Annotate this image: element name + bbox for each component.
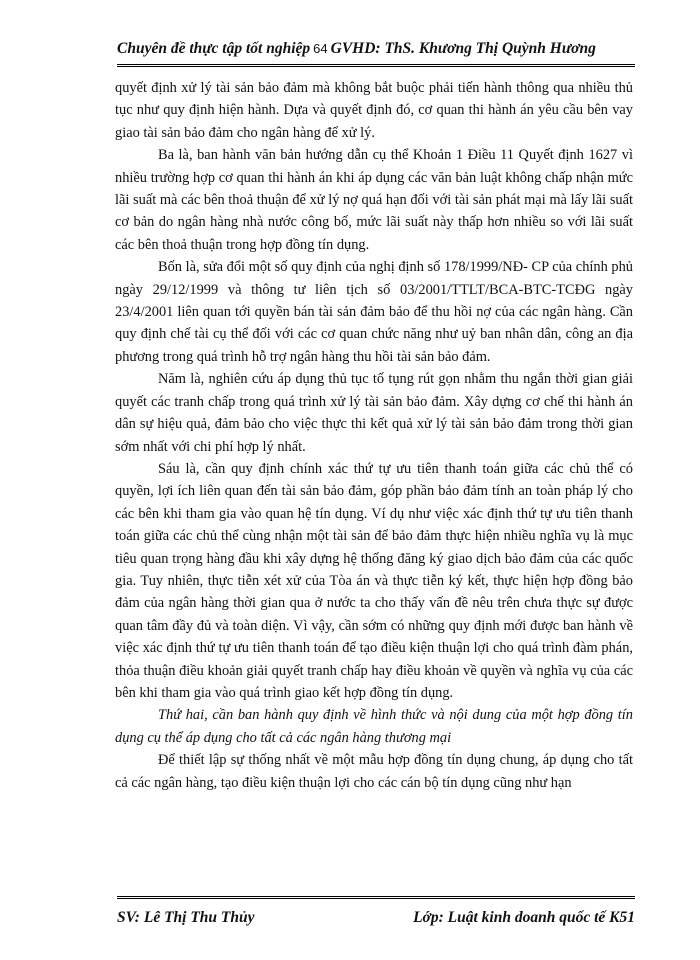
paragraph-bon-la: Bốn là, sửa đổi một số quy định của nghị định số 178/1999/NĐ- CP của chính phủ ngày 29/12/1999 và thông tư liên tịch số 03/2001/TTLT/BCA-BTC-TCĐG ngày 23/4/2001 liên quan tới quyền bán tài sản đảm bảo để thu hồi nợ của các ngân hàng. Cần quy định chế tài cụ thể đối với các cơ quan chức năng như uỷ ban nhân dân, công an địa phương trong quá trình hỗ trợ ngân hàng thu hồi tài sản bảo đảm. bbox=[115, 259, 633, 365]
footer-class: Lớp: Luật kinh doanh quốc tế K51 bbox=[413, 909, 635, 926]
paragraph-continuation: quyết định xử lý tài sản bảo đảm mà không bắt buộc phải tiến hành thông qua nhiều thủ tục như quy định hiện hành. Dựa và quyết định đó, cơ quan thi hành án yêu cầu bên vay giao tài sản bảo đảm cho ngân hàng để xử lý. bbox=[115, 80, 633, 141]
document-body bbox=[115, 77, 633, 794]
header-title: Chuyên đề thực tập tốt nghiệp bbox=[117, 40, 311, 57]
paragraph-nam-la: Năm là, nghiên cứu áp dụng thủ tục tố tụng rút gọn nhằm thu ngắn thời gian giải quyết các tranh chấp trong quá trình xử lý tài sản bảo đảm. Xây dựng cơ chế thi hành án dân sự hiệu quả, đảm bảo cho việc thực thi kết quả xử lý tài sản bảo đảm trong thời gian sớm nhất với chi phí hợp lý nhất. bbox=[115, 371, 633, 455]
page-header bbox=[117, 40, 635, 67]
page-footer bbox=[117, 896, 635, 927]
paragraph-de-thiet-lap: Để thiết lập sự thống nhất về một mẫu hợp đồng tín dụng chung, áp dụng cho tất cả các ngân hàng, tạo điều kiện thuận lợi cho các cán bộ tín dụng cũng như hạn bbox=[115, 752, 633, 791]
paragraph-ba-la: Ba là, ban hành văn bản hướng dẫn cụ thể Khoản 1 Điều 11 Quyết định 1627 vì nhiều trường hợp cơ quan thi hành án khi áp dụng các văn bản luật không chấp nhận mức lãi suất mà các bên thoả thuận để xử lý nợ quá hạn đối với tài sản phát mại mà lấy lãi suất cơ bản do ngân hàng nhà nước công bố, mức lãi suất này thấp hơn nhiều so với lãi suất các bên thoả thuận trong hợp đồng tín dụng. bbox=[115, 147, 633, 253]
page-number: 64 bbox=[313, 41, 328, 56]
paragraph-thu-hai-heading: Thứ hai, cần ban hành quy định về hình thức và nội dung của một hợp đồng tín dụng cụ thể áp dụng cho tất cả các ngân hàng thương mại bbox=[115, 707, 633, 746]
paragraph-sau-la: Sáu là, cần quy định chính xác thứ tự ưu tiên thanh toán giữa các chủ thể có quyền, lợi ích liên quan đến tài sản bảo đảm, góp phần bảo đảm tính an toàn pháp lý cho các bên khi tham gia vào quan hệ tín dụng. Ví dụ như việc xác định thứ tự ưu tiên thanh toán giữa các chủ thể cùng nhận một tài sản để bảo đảm thực hiện nhiều nghĩa vụ là mục tiêu quan trọng hàng đầu khi xây dựng hệ thống đăng ký giao dịch bảo đảm của các quốc gia. Tuy nhiên, thực tiễn xét xử của Tòa án và thực tiễn ký kết, thực hiện hợp đồng bảo đảm của ngân hàng thời gian qua ở nước ta cho thấy vấn đề nêu trên chưa thực sự được quan tâm đầy đủ và toàn diện. Vì vậy, cần sớm có những quy định mới được ban hành về việc xác định thứ tự ưu tiên thanh toán để tạo điều kiện thuận lợi cho quá trình đàm phán, thỏa thuận điều khoản giải quyết tranh chấp hay điều khoản về quyền và nghĩa vụ của các bên khi tham gia vào quá trình giao kết hợp đồng tín dụng. bbox=[115, 460, 633, 701]
header-supervisor: GVHD: ThS. Khương Thị Quỳnh Hương bbox=[330, 40, 596, 57]
footer-student: SV: Lê Thị Thu Thủy bbox=[117, 909, 255, 926]
